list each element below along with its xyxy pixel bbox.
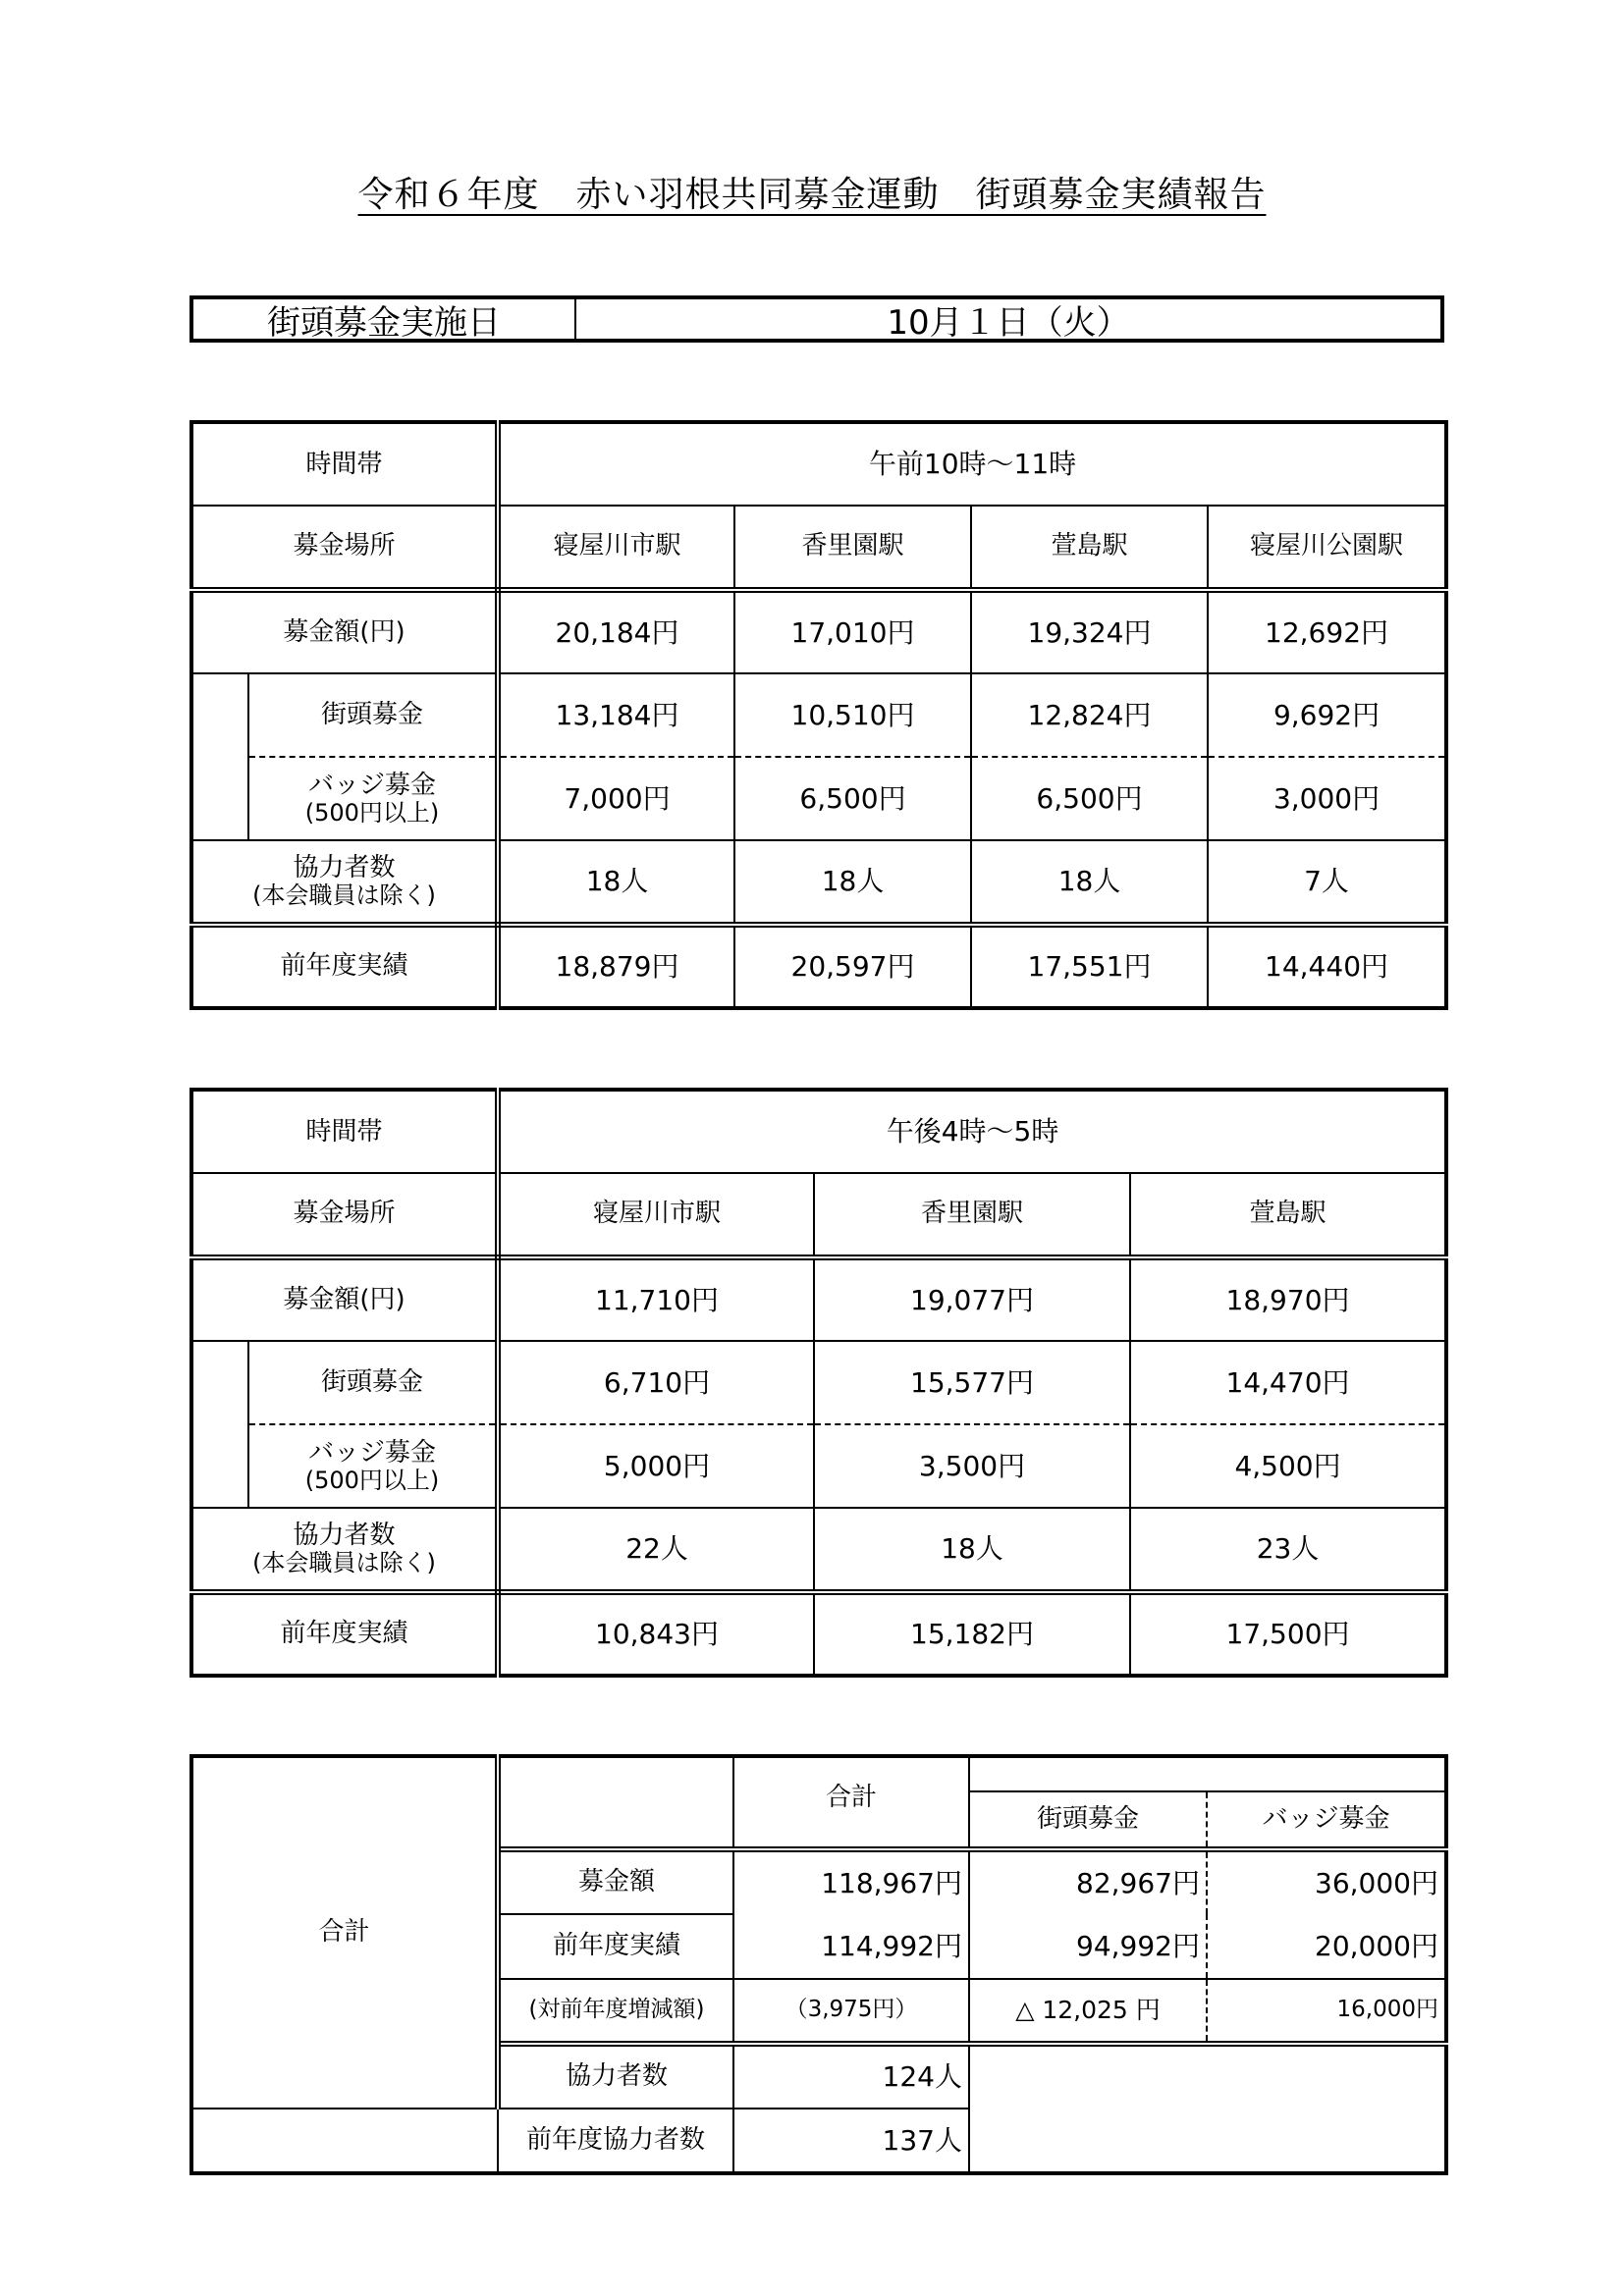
people-label-line1: 協力者数 <box>293 1521 396 1551</box>
summary-prev-total: 114,992円 <box>733 1914 969 1979</box>
time-slot-value: 午前10時～11時 <box>498 422 1446 506</box>
time-slot-label: 時間帯 <box>191 1090 498 1173</box>
summary-header-street: 街頭募金 <box>969 1791 1207 1849</box>
badge-label <box>248 1424 498 1508</box>
time-slot-value: 午後4時～5時 <box>498 1090 1446 1173</box>
summary-diff-badge: 16,000円 <box>1207 1979 1446 2044</box>
badge-cell: 3,000円 <box>1208 757 1446 840</box>
prev-cell: 18,879円 <box>498 925 734 1008</box>
badge-label-line2: (500円以上) <box>304 1466 440 1494</box>
amount-cell: 12,692円 <box>1208 590 1446 673</box>
date-box <box>189 295 1444 343</box>
date-value: 10月１日（火） <box>887 302 1130 343</box>
people-label-line2: (本会職員は除く) <box>252 1549 436 1577</box>
summary-header-total: 合計 <box>733 1756 969 1849</box>
street-label: 街頭募金 <box>248 673 498 757</box>
morning-table <box>189 420 1448 1010</box>
date-label: 街頭募金実施日 <box>193 299 576 339</box>
amount-cell: 11,710円 <box>498 1257 814 1341</box>
indent-spacer <box>191 673 248 841</box>
prev-cell: 20,597円 <box>734 925 971 1008</box>
summary-header-blank <box>498 1756 733 1849</box>
summary-diff-street: △ 12,025 円 <box>969 1979 1207 2044</box>
location-cell: 萱島駅 <box>971 506 1208 589</box>
street-cell: 13,184円 <box>498 673 734 757</box>
prev-cell: 14,440円 <box>1208 925 1446 1008</box>
amount-label: 募金額(円) <box>191 590 498 673</box>
street-cell: 14,470円 <box>1130 1341 1446 1424</box>
badge-label-line1: バッジ募金 <box>308 770 437 800</box>
summary-diff-label: (対前年度増減額) <box>498 1979 733 2044</box>
summary-amount-total: 118,967円 <box>733 1849 969 1914</box>
badge-label-line1: バッジ募金 <box>308 1437 437 1468</box>
people-label-line1: 協力者数 <box>293 853 396 883</box>
prev-cell: 10,843円 <box>498 1592 814 1676</box>
location-cell: 寝屋川公園駅 <box>1208 506 1446 589</box>
summary-amount-street: 82,967円 <box>969 1849 1207 1914</box>
people-cell: 18人 <box>498 840 734 924</box>
time-slot-label: 時間帯 <box>191 422 498 506</box>
location-cell: 香里園駅 <box>734 506 971 589</box>
summary-prev-label: 前年度実績 <box>498 1914 733 1979</box>
people-cell: 18人 <box>734 840 971 924</box>
summary-amount-label: 募金額 <box>498 1849 733 1914</box>
summary-prev-people-label: 前年度協力者数 <box>498 2109 733 2173</box>
people-cell: 22人 <box>498 1508 814 1591</box>
people-cell: 7人 <box>1208 840 1446 924</box>
street-cell: 10,510円 <box>734 673 971 757</box>
prev-label: 前年度実績 <box>191 1592 498 1676</box>
summary-people-label: 協力者数 <box>498 2044 733 2109</box>
amount-cell: 19,324円 <box>971 590 1208 673</box>
badge-cell: 4,500円 <box>1130 1424 1446 1508</box>
prev-cell: 17,500円 <box>1130 1592 1446 1676</box>
prev-cell: 15,182円 <box>814 1592 1130 1676</box>
badge-cell: 6,500円 <box>734 757 971 840</box>
amount-label: 募金額(円) <box>191 1257 498 1341</box>
amount-cell: 20,184円 <box>498 590 734 673</box>
amount-cell: 17,010円 <box>734 590 971 673</box>
people-cell: 23人 <box>1130 1508 1446 1591</box>
badge-cell: 5,000円 <box>498 1424 814 1508</box>
indent-spacer <box>191 1341 248 1509</box>
summary-prev-people-total: 137人 <box>733 2109 969 2173</box>
people-label <box>191 840 498 924</box>
street-label: 街頭募金 <box>248 1341 498 1424</box>
amount-cell: 18,970円 <box>1130 1257 1446 1341</box>
street-cell: 15,577円 <box>814 1341 1130 1424</box>
location-label: 募金場所 <box>191 506 498 589</box>
badge-cell: 7,000円 <box>498 757 734 840</box>
summary-header-gap <box>969 1756 1446 1791</box>
summary-empty-area <box>969 2044 1446 2173</box>
summary-header-badge: バッジ募金 <box>1207 1791 1446 1849</box>
summary-diff-total: （3,975円） <box>733 1979 969 2044</box>
people-label-line2: (本会職員は除く) <box>252 881 436 910</box>
badge-label <box>248 757 498 840</box>
summary-people-total: 124人 <box>733 2044 969 2109</box>
location-label: 募金場所 <box>191 1173 498 1256</box>
badge-cell: 6,500円 <box>971 757 1208 840</box>
location-cell: 萱島駅 <box>1130 1173 1446 1256</box>
people-label <box>191 1508 498 1591</box>
prev-cell: 17,551円 <box>971 925 1208 1008</box>
street-cell: 12,824円 <box>971 673 1208 757</box>
location-cell: 寝屋川市駅 <box>498 506 734 589</box>
people-cell: 18人 <box>814 1508 1130 1591</box>
amount-cell: 19,077円 <box>814 1257 1130 1341</box>
street-cell: 6,710円 <box>498 1341 814 1424</box>
badge-cell: 3,500円 <box>814 1424 1130 1508</box>
location-cell: 寝屋川市駅 <box>498 1173 814 1256</box>
summary-prev-street: 94,992円 <box>969 1914 1207 1979</box>
afternoon-table <box>189 1088 1448 1678</box>
report-title: 令和６年度 赤い羽根共同募金運動 街頭募金実績報告 <box>357 175 1267 215</box>
summary-section-continue <box>191 2109 498 2173</box>
location-cell: 香里園駅 <box>814 1173 1130 1256</box>
summary-section-label: 合計 <box>191 1756 498 2109</box>
prev-label: 前年度実績 <box>191 925 498 1008</box>
street-cell: 9,692円 <box>1208 673 1446 757</box>
summary-prev-badge: 20,000円 <box>1207 1914 1446 1979</box>
summary-amount-badge: 36,000円 <box>1207 1849 1446 1914</box>
summary-table <box>189 1754 1448 2175</box>
badge-label-line2: (500円以上) <box>304 798 440 827</box>
people-cell: 18人 <box>971 840 1208 924</box>
